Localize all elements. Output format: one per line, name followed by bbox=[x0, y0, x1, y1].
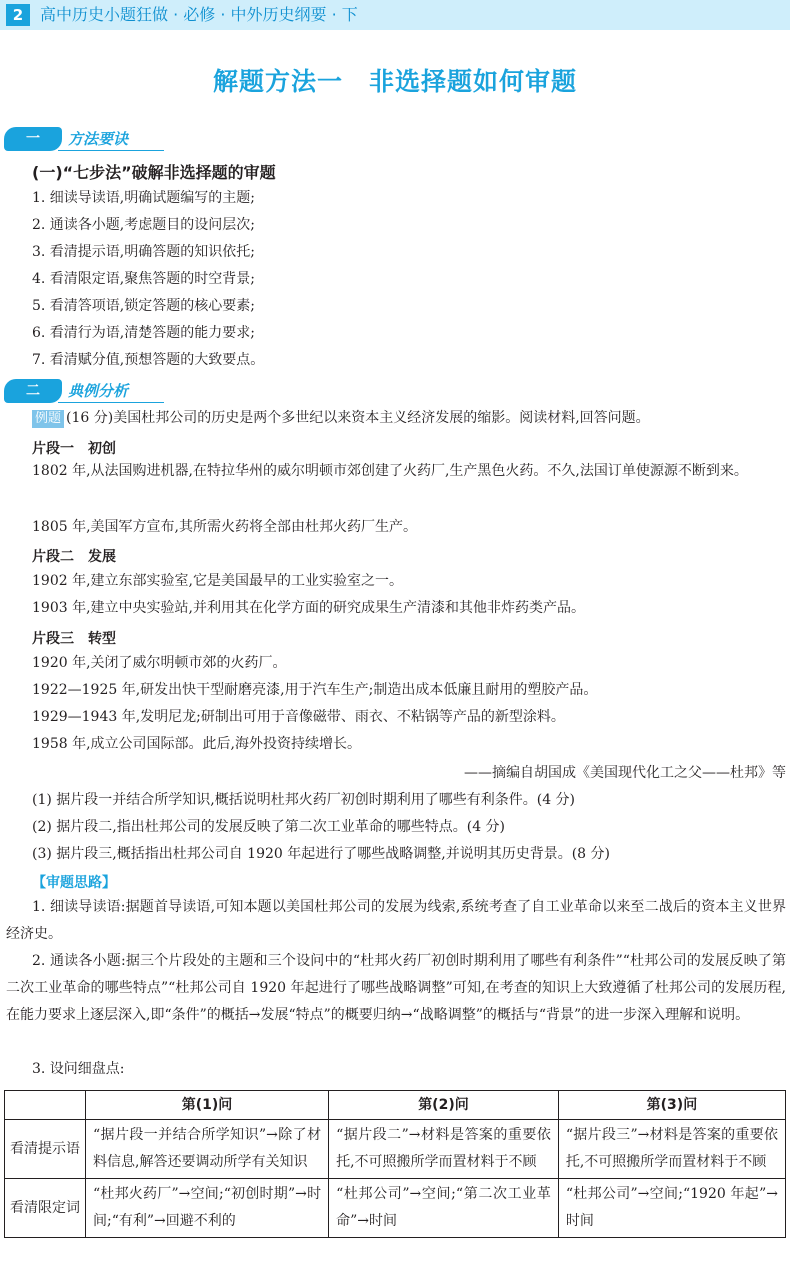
fragment-text: 1922—1925 年,研发出快干型耐磨亮漆,用于汽车生产;制造出成本低廉且耐用的塑胶产品。 bbox=[32, 682, 598, 698]
table-header-row bbox=[5, 1091, 786, 1120]
example-tag: 例题 bbox=[32, 410, 64, 428]
table-cell: “杜邦火药厂”→空间;“初创时期”→时间;“有利”→回避不利的 bbox=[86, 1179, 329, 1238]
table-header-cell: 第(1)问 bbox=[86, 1091, 329, 1120]
example-intro: (16 分)美国杜邦公司的历史是两个多世纪以来资本主义经济发展的缩影。阅读材料,回答问题。 bbox=[66, 410, 650, 426]
fragment-text: 1902 年,建立东部实验室,它是美国最早的工业实验室之一。 bbox=[32, 573, 403, 589]
question-item: (2) 据片段二,指出杜邦公司的发展反映了第二次工业革命的哪些特点。(4 分) bbox=[32, 819, 506, 835]
step-item: 6. 看清行为语,清楚答题的能力要求; bbox=[32, 325, 255, 341]
step-item: 2. 通读各小题,考虑题目的设问层次; bbox=[32, 217, 255, 233]
page-title: 解题方法一 非选择题如何审题 bbox=[212, 67, 577, 96]
step-item: 7. 看清赋分值,预想答题的大致要点。 bbox=[32, 352, 265, 368]
step-item: 4. 看清限定语,聚焦答题的时空背景; bbox=[32, 271, 255, 287]
table-row bbox=[5, 1179, 786, 1238]
step-item: 3. 看清提示语,明确答题的知识依托; bbox=[32, 244, 255, 260]
fragment-text: 1903 年,建立中央实验站,并利用其在化学方面的研究成果生产清漆和其他非炸药类产品。 bbox=[32, 600, 585, 616]
section-number-badge: 二 bbox=[4, 379, 62, 403]
question-item: (1) 据片段一并结合所学知识,概括说明杜邦火药厂初创时期利用了哪些有利条件。(4 分) bbox=[32, 792, 576, 808]
fragment-text: 1805 年,美国军方宣布,其所需火药将全部由杜邦火药厂生产。 bbox=[32, 519, 417, 535]
table-header-cell: 第(3)问 bbox=[558, 1091, 785, 1120]
section-underline bbox=[58, 150, 164, 151]
row-label: 看清限定词 bbox=[5, 1179, 86, 1238]
table-row bbox=[5, 1120, 786, 1179]
fragment-text: 1920 年,关闭了威尔明顿市郊的火药厂。 bbox=[32, 655, 287, 671]
analysis-point: 2. 通读各小题:据三个片段处的主题和三个设问中的“杜邦火药厂初创时期利用了哪些有利条件”“杜邦公司的发展反映了第二次工业革命的哪些特点”“杜邦公司自 1920 年起进行了哪些战略调整”可知,在考查的知识上大致遵循了杜邦公司的发展历程,在能力要求上逐层深入,即“条件”的概括→发展“特点”的概要归纳→“战略调整”的概括与“背景”的进一步深入理解和说明。 bbox=[6, 953, 786, 1023]
section-underline bbox=[58, 402, 164, 403]
fragment-title: 片段二 发展 bbox=[32, 549, 116, 565]
fragment-title: 片段三 转型 bbox=[32, 631, 116, 647]
section-label: 典例分析 bbox=[68, 382, 129, 400]
running-header-title: 高中历史小题狂做 · 必修 · 中外历史纲要 · 下 bbox=[40, 5, 358, 24]
step-item: 1. 细读导读语,明确试题编写的主题; bbox=[32, 190, 255, 206]
analysis-point: 1. 细读导读语:据题首导读语,可知本题以美国杜邦公司的发展为线索,系统考查了自工业革命以来至二战后的资本主义世界经济史。 bbox=[6, 899, 786, 942]
analysis-point: 3. 设问细盘点: bbox=[32, 1061, 125, 1077]
fragment-text: 1958 年,成立公司国际部。此后,海外投资持续增长。 bbox=[32, 736, 361, 752]
row-label: 看清提示语 bbox=[5, 1120, 86, 1179]
table-cell: “据片段一并结合所学知识”→除了材料信息,解答还要调动所学有关知识 bbox=[86, 1120, 329, 1179]
fragment-text: 1802 年,从法国购进机器,在特拉华州的威尔明顿市郊创建了火药厂,生产黑色火药。不久,法国订单使源源不断到来。 bbox=[32, 463, 748, 479]
question-breakdown-table bbox=[4, 1090, 786, 1238]
table-cell: “杜邦公司”→空间;“第二次工业革命”→时间 bbox=[329, 1179, 559, 1238]
table-header-cell: 第(2)问 bbox=[329, 1091, 559, 1120]
analysis-heading: 【审题思路】 bbox=[32, 875, 116, 891]
question-item: (3) 据片段三,概括指出杜邦公司自 1920 年起进行了哪些战略调整,并说明其历史背景。(8 分) bbox=[32, 846, 610, 862]
fragment-title: 片段一 初创 bbox=[32, 441, 116, 457]
table-cell: “杜邦公司”→空间;“1920 年起”→时间 bbox=[558, 1179, 785, 1238]
header-bar bbox=[0, 0, 790, 30]
table-cell: “据片段三”→材料是答案的重要依托,不可照搬所学而置材料于不顾 bbox=[558, 1120, 785, 1179]
step-item: 5. 看清答项语,锁定答题的核心要素; bbox=[32, 298, 255, 314]
table-cell: “据片段二”→材料是答案的重要依托,不可照搬所学而置材料于不顾 bbox=[329, 1120, 559, 1179]
section-heading-method bbox=[4, 127, 174, 151]
fragment-text: 1929—1943 年,发明尼龙;研制出可用于音像磁带、雨衣、不粘锅等产品的新型涂料。 bbox=[32, 709, 565, 725]
page-number: 2 bbox=[6, 4, 30, 26]
example-intro-line bbox=[32, 408, 650, 428]
section-number-badge: 一 bbox=[4, 127, 62, 151]
table-header-cell bbox=[5, 1091, 86, 1120]
section-label: 方法要诀 bbox=[68, 130, 129, 148]
source-citation: ——摘编自胡国成《美国现代化工之父——杜邦》等 bbox=[464, 765, 786, 781]
method-subtitle: (一)“七步法”破解非选择题的审题 bbox=[32, 163, 276, 182]
section-heading-examples bbox=[4, 379, 174, 403]
